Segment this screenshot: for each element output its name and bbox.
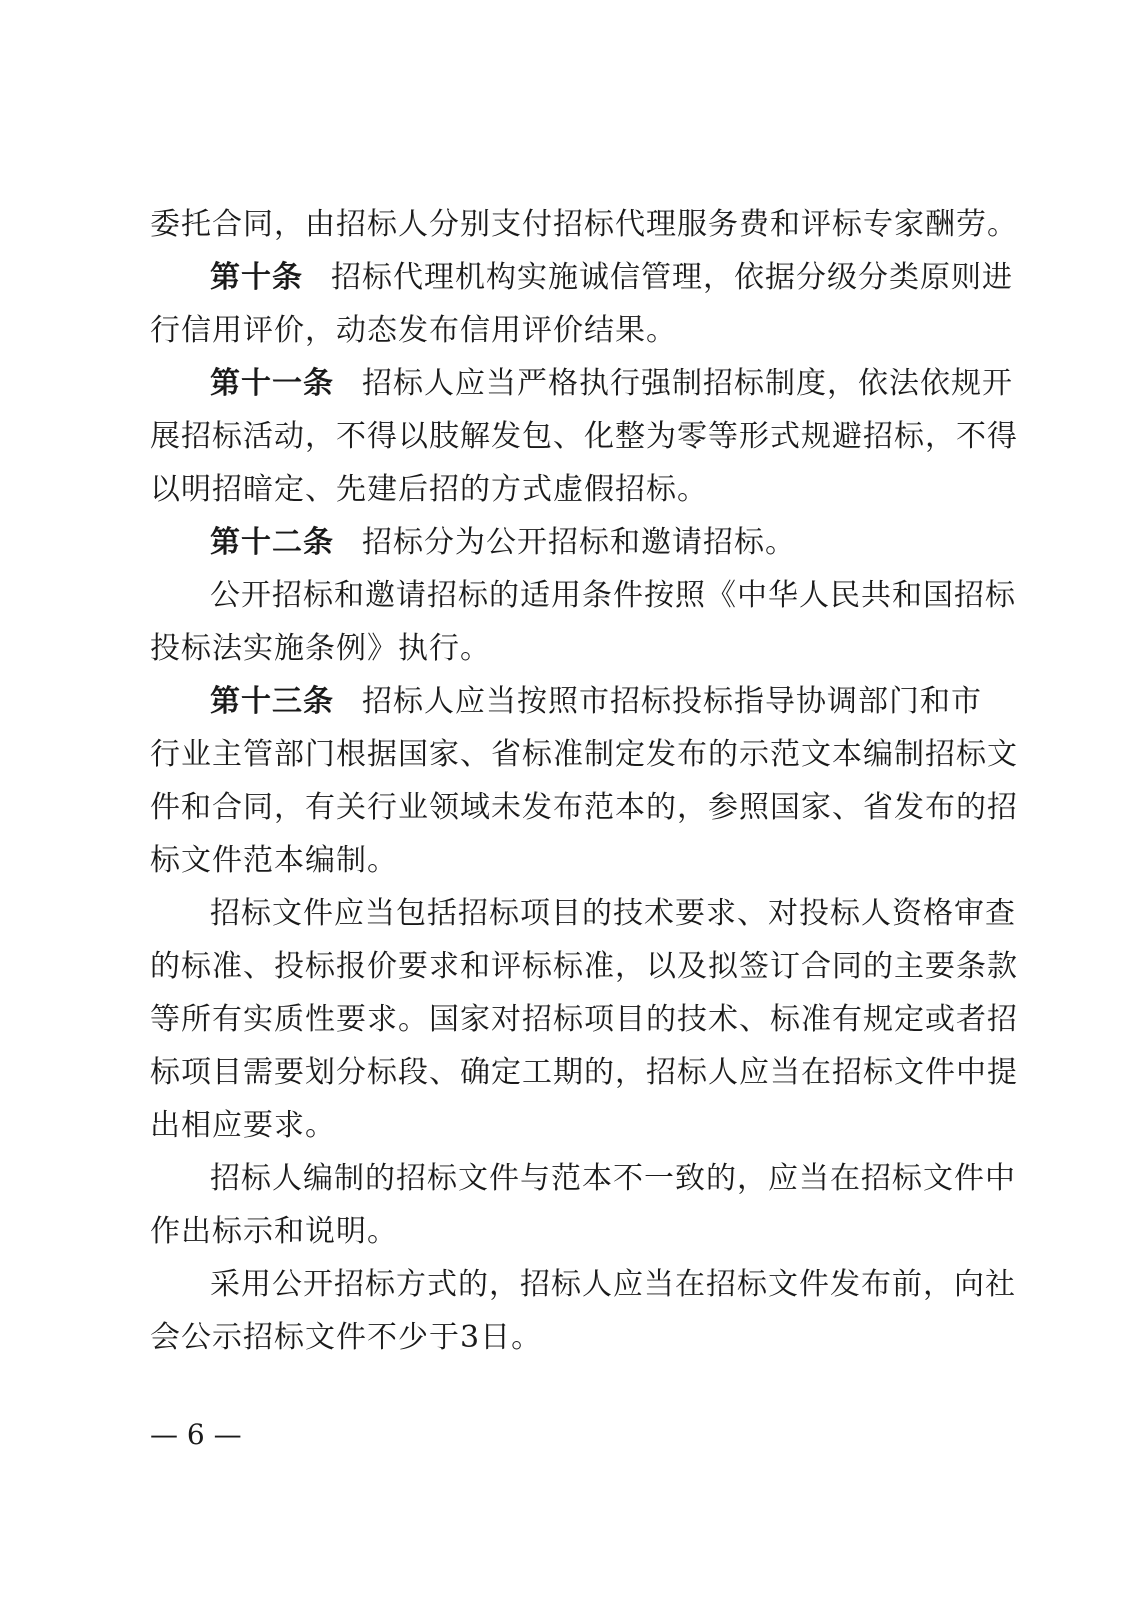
text-line <box>150 887 1016 940</box>
line-text: 招标代理机构实施诚信管理，依据分级分类原则进 <box>331 260 1013 295</box>
text-line <box>150 1311 972 1364</box>
text-line <box>150 781 1018 834</box>
text-line <box>150 1152 1016 1205</box>
page-number: — 6 — <box>150 1418 242 1451</box>
line-text: 会公示招标文件不少于3日。 <box>150 1320 543 1355</box>
text-line <box>150 516 972 569</box>
line-text: 标项目需要划分标段、确定工期的，招标人应当在招标文件中提 <box>150 1055 1018 1090</box>
text-line <box>150 1046 1018 1099</box>
article-heading: 第十二条 <box>210 525 334 560</box>
text-line <box>150 198 1018 251</box>
text-line <box>150 940 1018 993</box>
text-line <box>150 463 972 516</box>
text-line <box>150 251 1013 304</box>
article-heading: 第十一条 <box>210 366 334 401</box>
text-line <box>150 1099 972 1152</box>
line-text: 采用公开招标方式的，招标人应当在招标文件发布前，向社 <box>210 1267 1016 1302</box>
line-text: 标文件范本编制。 <box>150 843 398 878</box>
document-body <box>150 198 1018 1364</box>
line-text: 公开招标和邀请招标的适用条件按照《中华人民共和国招标 <box>210 578 1016 613</box>
line-text: 件和合同，有关行业领域未发布范本的，参照国家、省发布的招 <box>150 790 1018 825</box>
text-line <box>150 410 1018 463</box>
text-line <box>150 834 972 887</box>
line-text: 行信用评价，动态发布信用评价结果。 <box>150 313 677 348</box>
text-line <box>150 622 972 675</box>
text-line <box>150 993 1018 1046</box>
line-text: 委托合同，由招标人分别支付招标代理服务费和评标专家酬劳。 <box>150 207 1018 242</box>
line-text: 招标人应当按照市招标投标指导协调部门和市 <box>362 684 982 719</box>
text-line <box>150 675 982 728</box>
line-text: 招标人应当严格执行强制招标制度，依法依规开 <box>362 366 1013 401</box>
line-text: 作出标示和说明。 <box>150 1214 398 1249</box>
line-text: 招标人编制的招标文件与范本不一致的，应当在招标文件中 <box>210 1161 1016 1196</box>
text-line <box>150 728 1018 781</box>
line-text: 展招标活动，不得以肢解发包、化整为零等形式规避招标，不得 <box>150 419 1018 454</box>
line-text: 的标准、投标报价要求和评标标准，以及拟签订合同的主要条款 <box>150 949 1018 984</box>
text-line <box>150 1258 1016 1311</box>
article-heading: 第十条 <box>210 260 303 295</box>
line-text: 等所有实质性要求。国家对招标项目的技术、标准有规定或者招 <box>150 1002 1018 1037</box>
line-text: 招标文件应当包括招标项目的技术要求、对投标人资格审查 <box>210 896 1016 931</box>
line-text: 以明招暗定、先建后招的方式虚假招标。 <box>150 472 708 507</box>
article-heading: 第十三条 <box>210 684 334 719</box>
text-line <box>150 304 972 357</box>
line-text: 招标分为公开招标和邀请招标。 <box>362 525 796 560</box>
text-line <box>150 357 1013 410</box>
line-text: 出相应要求。 <box>150 1108 336 1143</box>
line-text: 行业主管部门根据国家、省标准制定发布的示范文本编制招标文 <box>150 737 1018 772</box>
text-line <box>150 569 1016 622</box>
text-line <box>150 1205 972 1258</box>
line-text: 投标法实施条例》执行。 <box>150 631 491 666</box>
